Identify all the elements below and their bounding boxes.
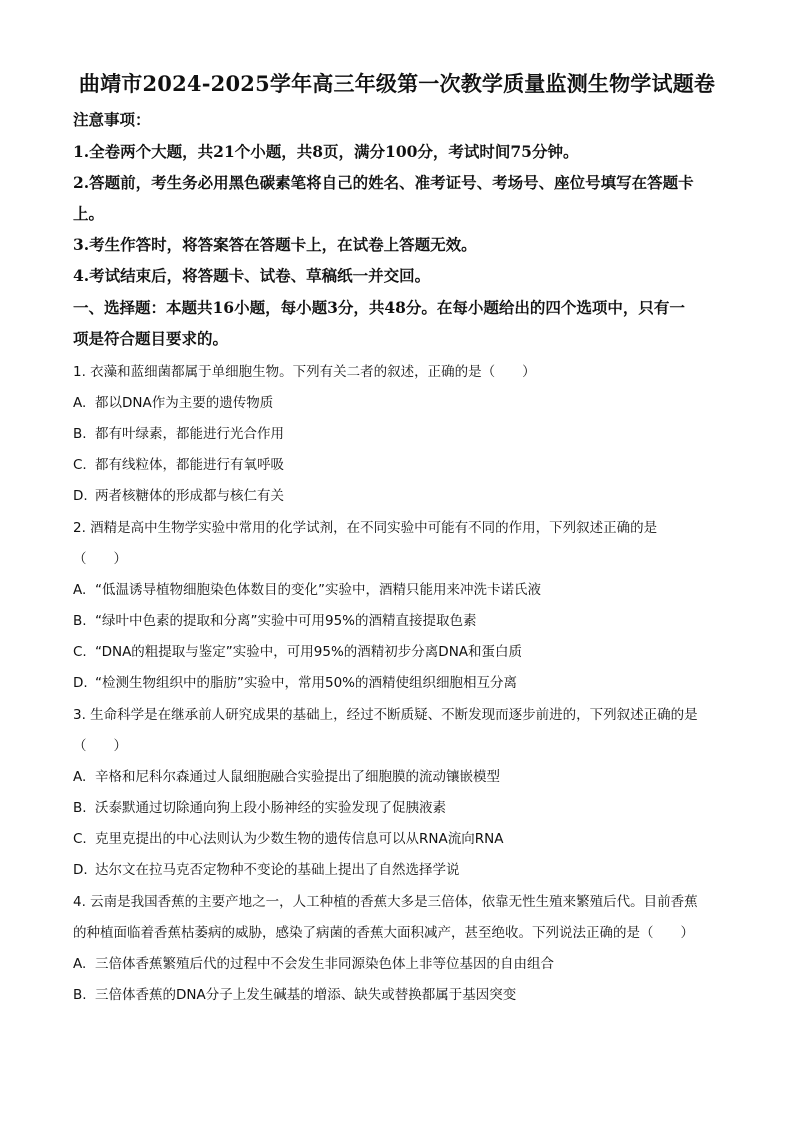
option-letter: B. [73, 800, 87, 816]
option-text: “低温诱导植物细胞染色体数目的变化”实验中，酒精只能用来冲洗卡诺氏液 [95, 582, 541, 598]
option-text: 三倍体香蕉繁殖后代的过程中不会发生非同源染色体上非等位基因的自由组合 [95, 956, 554, 972]
option-text: 都以DNA作为主要的遗传物质 [95, 395, 274, 411]
option-letter: A. [73, 956, 87, 972]
option-a [73, 578, 721, 598]
option-text: “DNA的粗提取与鉴定”实验中，可用95%的酒精初步分离DNA和蛋白质 [95, 644, 523, 660]
option-b [73, 609, 721, 629]
option-a [73, 952, 721, 972]
option-letter: C. [73, 644, 87, 660]
option-text: 三倍体香蕉的DNA分子上发生碱基的增添、缺失或替换都属于基因突变 [95, 987, 517, 1003]
question-stem: 1. 衣藻和蓝细菌都属于单细胞生物。下列有关二者的叙述，正确的是（ ） [73, 364, 536, 380]
question-stem-cont: （ ） [73, 551, 127, 567]
notice-heading: 注意事项： [73, 110, 151, 129]
option-b [73, 422, 721, 442]
notice-item: 1.全卷两个大题，共21个小题，共8页，满分100分，考试时间75分钟。 [73, 142, 579, 161]
notice-item: 3.考生作答时，将答案答在答题卡上，在试卷上答题无效。 [73, 235, 477, 254]
option-c [73, 453, 721, 473]
option-d [73, 671, 721, 691]
option-text: 克里克提出的中心法则认为少数生物的遗传信息可以从RNA流向RNA [95, 831, 504, 847]
option-letter: A. [73, 582, 87, 598]
question-stem-cont: （ ） [73, 738, 127, 754]
option-text: 沃泰默通过切除通向狗上段小肠神经的实验发现了促胰液素 [95, 800, 446, 816]
option-d [73, 858, 721, 878]
option-letter: B. [73, 426, 87, 442]
option-a [73, 765, 721, 785]
option-letter: B. [73, 987, 87, 1003]
option-c [73, 827, 721, 847]
option-text: 都有叶绿素，都能进行光合作用 [95, 426, 284, 442]
option-c [73, 640, 721, 660]
option-text: “绿叶中色素的提取和分离”实验中可用95%的酒精直接提取色素 [95, 613, 477, 629]
option-letter: D. [73, 675, 88, 691]
page-title: 曲靖市2024-2025学年高三年级第一次教学质量监测生物学试题卷 [78, 71, 716, 96]
section-heading: 一、选择题：本题共16小题，每小题3分，共48分。在每小题给出的四个选项中，只有一 [73, 298, 685, 317]
option-letter: C. [73, 457, 87, 473]
option-b [73, 796, 721, 816]
option-text: “检测生物组织中的脂肪”实验中，常用50%的酒精使组织细胞相互分离 [95, 675, 517, 691]
notice-item: 4.考试结束后，将答题卡、试卷、草稿纸一并交回。 [73, 266, 431, 285]
option-b [73, 983, 721, 1003]
question-stem-cont: 的种植面临着香蕉枯萎病的威胁，感染了病菌的香蕉大面积减产，甚至绝收。下列说法正确的是（ ） [73, 925, 694, 941]
option-letter: B. [73, 613, 87, 629]
question-stem: 3. 生命科学是在继承前人研究成果的基础上，经过不断质疑、不断发现而逐步前进的，下列叙述正确的是 [73, 707, 698, 723]
option-a [73, 391, 721, 411]
option-letter: A. [73, 395, 87, 411]
notice-item: 2.答题前，考生务必用黑色碳素笔将自己的姓名、准考证号、考场号、座位号填写在答题卡 [73, 173, 694, 192]
notice-item: 上。 [73, 204, 105, 223]
option-letter: A. [73, 769, 87, 785]
option-text: 两者核糖体的形成都与核仁有关 [95, 488, 284, 504]
section-heading-cont: 项是符合题目要求的。 [73, 329, 229, 348]
option-text: 达尔文在拉马克否定物种不变论的基础上提出了自然选择学说 [95, 862, 460, 878]
option-letter: D. [73, 488, 88, 504]
option-text: 都有线粒体，都能进行有氧呼吸 [95, 457, 284, 473]
question-stem: 4. 云南是我国香蕉的主要产地之一，人工种植的香蕉大多是三倍体，依靠无性生殖来繁殖后代。目前香蕉 [73, 894, 698, 910]
question-stem: 2. 酒精是高中生物学实验中常用的化学试剂，在不同实验中可能有不同的作用，下列叙述正确的是 [73, 520, 658, 536]
option-letter: C. [73, 831, 87, 847]
option-d [73, 484, 721, 504]
option-text: 辛格和尼科尔森通过人鼠细胞融合实验提出了细胞膜的流动镶嵌模型 [95, 769, 500, 785]
option-letter: D. [73, 862, 88, 878]
